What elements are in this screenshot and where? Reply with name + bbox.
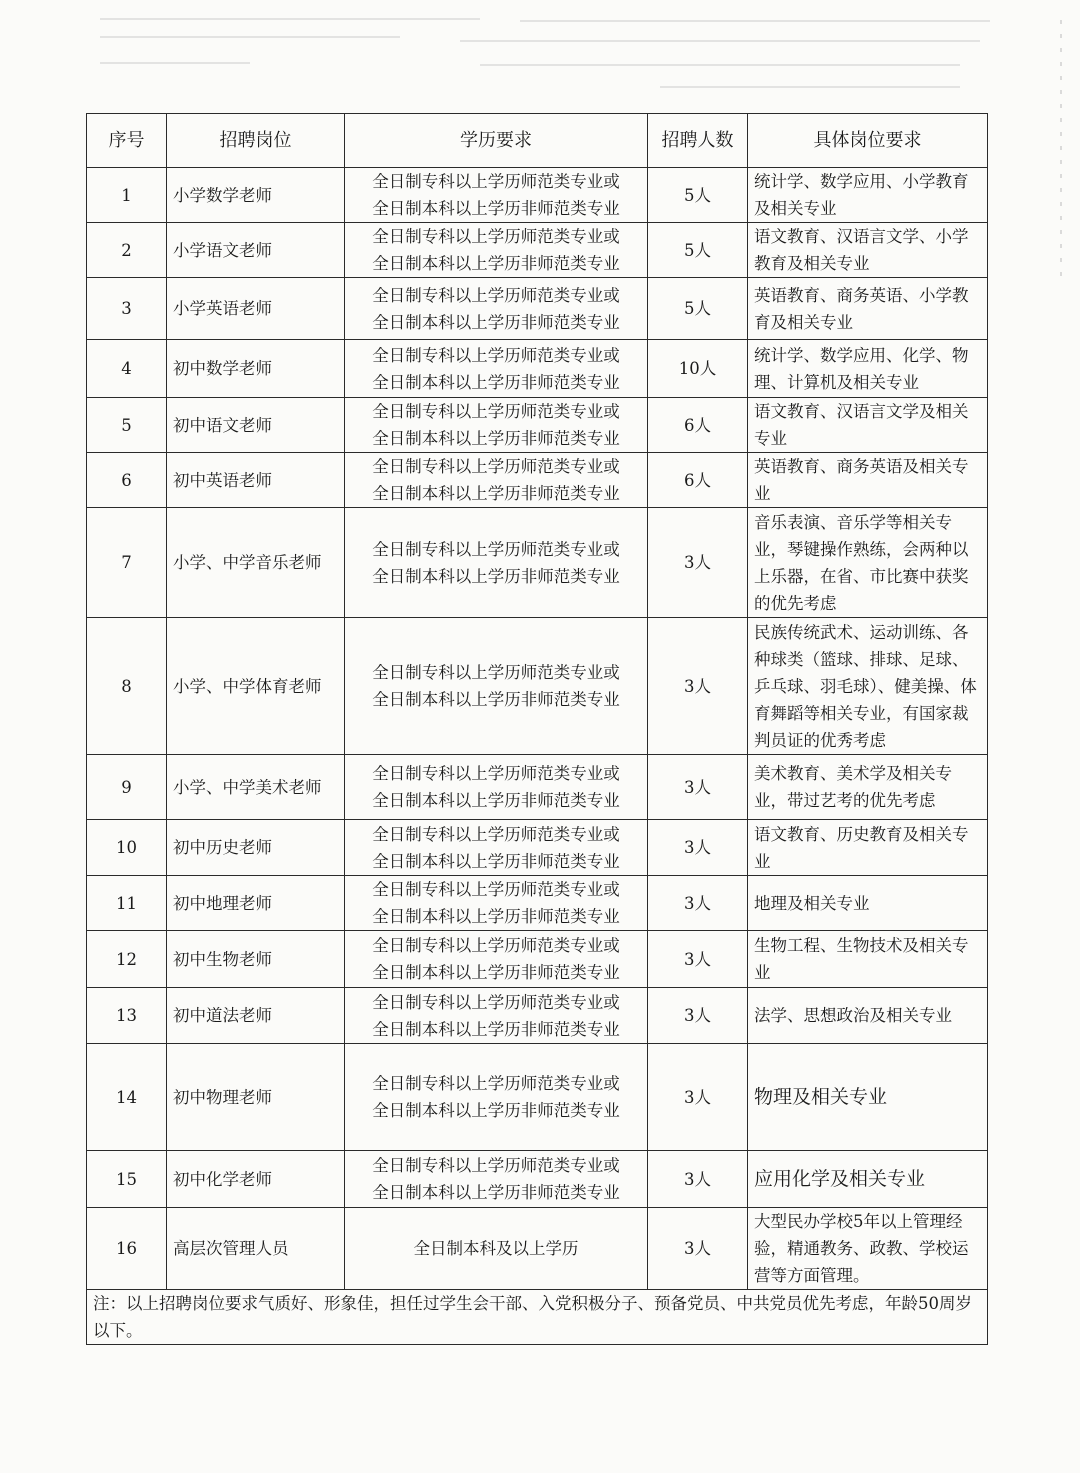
row-number: 3 bbox=[87, 278, 167, 340]
requirements-cell: 语文教育、汉语言文学、小学教育及相关专业 bbox=[748, 223, 988, 278]
requirements-cell: 物理及相关专业 bbox=[748, 1044, 988, 1151]
table-row bbox=[87, 278, 988, 340]
table-row bbox=[87, 168, 988, 223]
table-note: 注：以上招聘岗位要求气质好、形象佳，担任过学生会干部、入党积极分子、预备党员、中共党员优先考虑，年龄50周岁以下。 bbox=[87, 1290, 988, 1345]
count-cell: 3人 bbox=[648, 1044, 748, 1151]
scan-artifact bbox=[100, 14, 1000, 104]
education-line-1: 全日制专科以上学历师范类专业或 bbox=[372, 663, 620, 682]
requirements-cell: 大型民办学校5年以上管理经验，精通教务、政教、学校运营等方面管理。 bbox=[748, 1208, 988, 1290]
table-row bbox=[87, 398, 988, 453]
position-cell: 高层次管理人员 bbox=[167, 1208, 345, 1290]
education-line-2: 全日制本科以上学历非师范类专业 bbox=[372, 312, 620, 332]
education-line-1: 全日制专科以上学历师范类专业或 bbox=[372, 457, 620, 476]
education-line-1: 全日制专科以上学历师范类专业或 bbox=[372, 539, 620, 559]
education-cell bbox=[345, 223, 648, 278]
position-cell: 初中数学老师 bbox=[167, 340, 345, 398]
count-cell: 10人 bbox=[648, 340, 748, 398]
header-position: 招聘岗位 bbox=[167, 114, 345, 168]
recruitment-table bbox=[86, 113, 988, 1345]
education-line-2: 全日制本科以上学历非师范类专业 bbox=[372, 429, 620, 448]
position-cell: 小学、中学体育老师 bbox=[167, 618, 345, 755]
education-cell bbox=[345, 278, 648, 340]
table-row bbox=[87, 988, 988, 1044]
count-cell: 3人 bbox=[648, 1151, 748, 1208]
education-line-1: 全日制专科以上学历师范类专业或 bbox=[372, 1156, 620, 1175]
education-line-2: 全日制本科以上学历非师范类专业 bbox=[372, 1101, 620, 1120]
education-line-2: 全日制本科以上学历非师范类专业 bbox=[372, 372, 620, 392]
position-cell: 小学、中学音乐老师 bbox=[167, 508, 345, 618]
education-line-1: 全日制专科以上学历师范类专业或 bbox=[372, 402, 620, 421]
requirements-cell: 英语教育、商务英语及相关专业 bbox=[748, 453, 988, 508]
row-number: 2 bbox=[87, 223, 167, 278]
education-cell bbox=[345, 618, 648, 755]
count-cell: 6人 bbox=[648, 453, 748, 508]
row-number: 12 bbox=[87, 931, 167, 988]
position-cell: 初中化学老师 bbox=[167, 1151, 345, 1208]
table-row bbox=[87, 453, 988, 508]
education-cell bbox=[345, 755, 648, 820]
education-line-1: 全日制专科以上学历师范类专业或 bbox=[372, 764, 620, 783]
education-line-1: 全日制专科以上学历师范类专业或 bbox=[372, 1074, 620, 1093]
table-row bbox=[87, 223, 988, 278]
count-cell: 5人 bbox=[648, 223, 748, 278]
table-row bbox=[87, 508, 988, 618]
table-row bbox=[87, 618, 988, 755]
position-cell: 小学英语老师 bbox=[167, 278, 345, 340]
row-number: 6 bbox=[87, 453, 167, 508]
position-cell: 初中英语老师 bbox=[167, 453, 345, 508]
count-cell: 5人 bbox=[648, 168, 748, 223]
requirements-cell: 生物工程、生物技术及相关专业 bbox=[748, 931, 988, 988]
row-number: 15 bbox=[87, 1151, 167, 1208]
requirements-cell: 英语教育、商务英语、小学教育及相关专业 bbox=[748, 278, 988, 340]
education-line-1: 全日制专科以上学历师范类专业或 bbox=[372, 992, 620, 1012]
education-line-2: 全日制本科以上学历非师范类专业 bbox=[372, 1019, 620, 1039]
table-row bbox=[87, 931, 988, 988]
row-number: 1 bbox=[87, 168, 167, 223]
count-cell: 3人 bbox=[648, 618, 748, 755]
position-cell: 小学语文老师 bbox=[167, 223, 345, 278]
education-line-1: 全日制专科以上学历师范类专业或 bbox=[372, 285, 620, 305]
count-cell: 3人 bbox=[648, 1208, 748, 1290]
table-row bbox=[87, 820, 988, 876]
education-cell bbox=[345, 876, 648, 931]
table-row bbox=[87, 340, 988, 398]
position-cell: 初中生物老师 bbox=[167, 931, 345, 988]
education-line-1: 全日制专科以上学历师范类专业或 bbox=[372, 936, 620, 955]
position-cell: 初中历史老师 bbox=[167, 820, 345, 876]
education-line-1: 全日制专科以上学历师范类专业或 bbox=[372, 880, 620, 899]
header-education: 学历要求 bbox=[345, 114, 648, 168]
row-number: 11 bbox=[87, 876, 167, 931]
row-number: 16 bbox=[87, 1208, 167, 1290]
row-number: 4 bbox=[87, 340, 167, 398]
count-cell: 3人 bbox=[648, 988, 748, 1044]
education-line-2: 全日制本科以上学历非师范类专业 bbox=[372, 1183, 620, 1202]
table-header-row bbox=[87, 114, 988, 168]
education-cell bbox=[345, 1151, 648, 1208]
table-row bbox=[87, 876, 988, 931]
education-line-2: 全日制本科以上学历非师范类专业 bbox=[372, 199, 620, 218]
education-cell bbox=[345, 508, 648, 618]
education-line-2: 全日制本科以上学历非师范类专业 bbox=[372, 690, 620, 709]
education-cell bbox=[345, 398, 648, 453]
count-cell: 3人 bbox=[648, 820, 748, 876]
requirements-cell: 美术教育、美术学及相关专业，带过艺考的优先考虑 bbox=[748, 755, 988, 820]
row-number: 9 bbox=[87, 755, 167, 820]
education-line-2: 全日制本科以上学历非师范类专业 bbox=[372, 851, 620, 871]
requirements-cell: 法学、思想政治及相关专业 bbox=[748, 988, 988, 1044]
education-line-2: 全日制本科以上学历非师范类专业 bbox=[372, 791, 620, 810]
table-row bbox=[87, 1208, 988, 1290]
education-line-1: 全日制专科以上学历师范类专业或 bbox=[372, 227, 620, 246]
table-row bbox=[87, 1044, 988, 1151]
count-cell: 6人 bbox=[648, 398, 748, 453]
requirements-cell: 统计学、数学应用、化学、物理、计算机及相关专业 bbox=[748, 340, 988, 398]
header-no: 序号 bbox=[87, 114, 167, 168]
education-cell bbox=[345, 1044, 648, 1151]
education-line-2: 全日制本科以上学历非师范类专业 bbox=[372, 566, 620, 586]
position-cell: 小学数学老师 bbox=[167, 168, 345, 223]
table-row bbox=[87, 1151, 988, 1208]
education-line-2: 全日制本科以上学历非师范类专业 bbox=[372, 254, 620, 273]
requirements-cell: 统计学、数学应用、小学教育及相关专业 bbox=[748, 168, 988, 223]
education-cell bbox=[345, 168, 648, 223]
position-cell: 初中道法老师 bbox=[167, 988, 345, 1044]
table-row bbox=[87, 755, 988, 820]
row-number: 13 bbox=[87, 988, 167, 1044]
row-number: 10 bbox=[87, 820, 167, 876]
requirements-cell: 音乐表演、音乐学等相关专业，琴键操作熟练，会两种以上乐器，在省、市比赛中获奖的优先考虑 bbox=[748, 508, 988, 618]
education-line-1: 全日制专科以上学历师范类专业或 bbox=[372, 345, 620, 365]
header-requirements: 具体岗位要求 bbox=[748, 114, 988, 168]
requirements-cell: 语文教育、历史教育及相关专业 bbox=[748, 820, 988, 876]
education-line-2: 全日制本科以上学历非师范类专业 bbox=[372, 963, 620, 982]
education-cell bbox=[345, 820, 648, 876]
education-cell bbox=[345, 988, 648, 1044]
education-cell bbox=[345, 453, 648, 508]
header-count: 招聘人数 bbox=[648, 114, 748, 168]
education-cell bbox=[345, 1208, 648, 1290]
education-cell bbox=[345, 931, 648, 988]
row-number: 5 bbox=[87, 398, 167, 453]
position-cell: 初中地理老师 bbox=[167, 876, 345, 931]
position-cell: 小学、中学美术老师 bbox=[167, 755, 345, 820]
scan-edge bbox=[1060, 20, 1062, 280]
note-row bbox=[87, 1290, 988, 1345]
count-cell: 3人 bbox=[648, 755, 748, 820]
education-line-1: 全日制专科以上学历师范类专业或 bbox=[372, 172, 620, 191]
count-cell: 3人 bbox=[648, 931, 748, 988]
requirements-cell: 应用化学及相关专业 bbox=[748, 1151, 988, 1208]
position-cell: 初中语文老师 bbox=[167, 398, 345, 453]
position-cell: 初中物理老师 bbox=[167, 1044, 345, 1151]
requirements-cell: 语文教育、汉语言文学及相关专业 bbox=[748, 398, 988, 453]
row-number: 14 bbox=[87, 1044, 167, 1151]
education-line-1: 全日制本科及以上学历 bbox=[413, 1239, 579, 1258]
requirements-cell: 地理及相关专业 bbox=[748, 876, 988, 931]
education-cell bbox=[345, 340, 648, 398]
education-line-2: 全日制本科以上学历非师范类专业 bbox=[372, 907, 620, 926]
education-line-2: 全日制本科以上学历非师范类专业 bbox=[372, 484, 620, 503]
count-cell: 3人 bbox=[648, 508, 748, 618]
count-cell: 5人 bbox=[648, 278, 748, 340]
count-cell: 3人 bbox=[648, 876, 748, 931]
requirements-cell: 民族传统武术、运动训练、各种球类（篮球、排球、足球、乒乓球、羽毛球）、健美操、体育舞蹈等相关专业，有国家裁判员证的优秀考虑 bbox=[748, 618, 988, 755]
row-number: 7 bbox=[87, 508, 167, 618]
education-line-1: 全日制专科以上学历师范类专业或 bbox=[372, 824, 620, 844]
row-number: 8 bbox=[87, 618, 167, 755]
